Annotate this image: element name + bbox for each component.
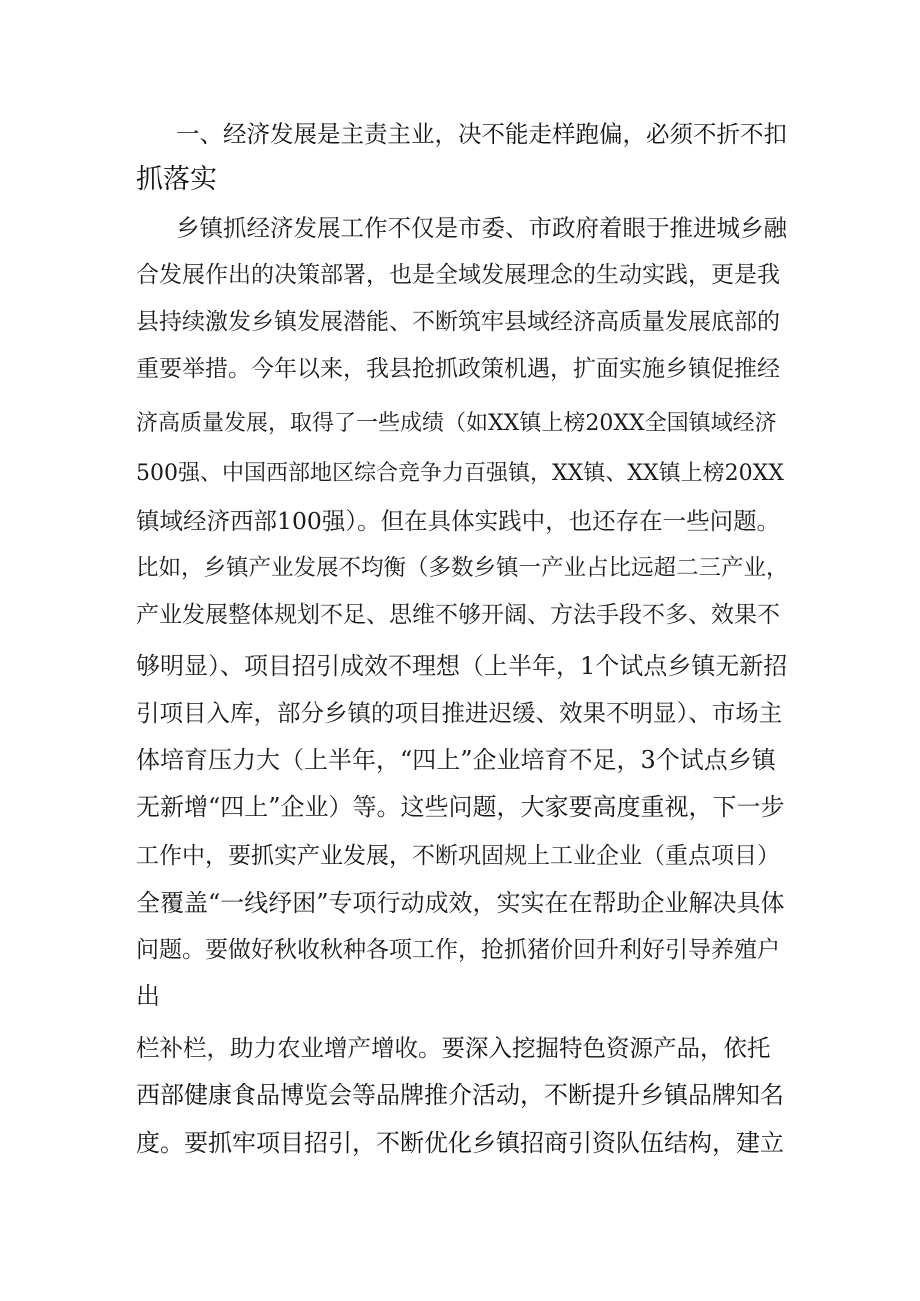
section-heading-line-2: 抓落实 — [136, 164, 217, 195]
body-line-14-part-2: 要抓实产业发展， — [228, 843, 412, 869]
body-line-18-part-1: 栏补栏，助力农业增产增收。 — [136, 1034, 442, 1062]
body-line-13-part-2: 题，大家要高度重视， — [472, 793, 713, 821]
section-heading-line-1: 一、经济发展是主责主业，决不能走样跑偏，必须不折不扣 — [176, 120, 787, 148]
body-line-14 — [136, 838, 780, 874]
body-line-20: 度。要抓牢项目招引，不断优化乡镇招商引资队伍结构，建立 — [136, 1129, 784, 1157]
body-line-1: 乡镇抓经济发展工作不仅是市委、市政府着眼于推进城乡融 — [176, 214, 787, 242]
body-line-18 — [136, 1030, 771, 1066]
body-line-12: 体培育压力大（上半年，“四上”企业培育不足，3个试点乡镇 — [136, 746, 776, 774]
body-line-10: 够明显）、项目招引成效不理想（上半年，1个试点乡镇无新招 — [136, 652, 788, 680]
body-line-16: 问题。要做好秋收秋种各项工作，抢抓猪价回升利好引导养殖户 — [136, 937, 780, 963]
body-line-13 — [136, 789, 785, 825]
body-line-17: 出 — [136, 982, 160, 1010]
body-line-9: 产业发展整体规划不足、思维不够开阔、方法手段不多、效果不 — [136, 602, 780, 628]
body-line-14-part-3: 不断巩固规上工业企业（重点项目） — [412, 843, 780, 869]
body-line-11: 引项目入库，部分乡镇的项目推进迟缓、效果不明显）、市场主 — [136, 699, 783, 727]
body-line-5: 济高质量发展，取得了一些成绩（如XX镇上榜20XX全国镇域经济 — [136, 411, 777, 436]
body-line-8: 比如，乡镇产业发展不均衡（多数乡镇一产业占比远超二三产业， — [136, 555, 789, 581]
body-line-18-part-2: 要深入挖掘特色资源产品，依托 — [441, 1034, 771, 1062]
body-line-4: 重要举措。今年以来，我县抢抓政策机遇，扩面实施乡镇促推经 — [136, 356, 780, 382]
body-line-19: 西部健康食品博览会等品牌推介活动，不断提升乡镇品牌知名 — [136, 1081, 784, 1109]
body-line-14-part-1: 工作中， — [136, 843, 228, 869]
body-line-2: 合发展作出的决策部署，也是全域发展理念的生动实践，更是我 — [136, 262, 780, 288]
body-line-15: 全覆盖“一线纾困”专项行动成效，实实在在帮助企业解决具体 — [136, 889, 785, 917]
body-line-3: 县持续激发乡镇发展潜能、不断筑牢县域经济高质量发展底部的 — [136, 309, 780, 335]
body-line-7: 镇域经济西部100强）。但在具体实践中，也还存在一些问题。 — [136, 507, 781, 535]
body-line-13-part-3: 下一步 — [712, 793, 785, 821]
body-line-6: 500强、中国西部地区综合竞争力百强镇，XX镇、XX镇上榜20XX — [136, 461, 784, 486]
body-line-13-part-1: 无新增“四上”企业）等。这些问 — [136, 793, 473, 821]
